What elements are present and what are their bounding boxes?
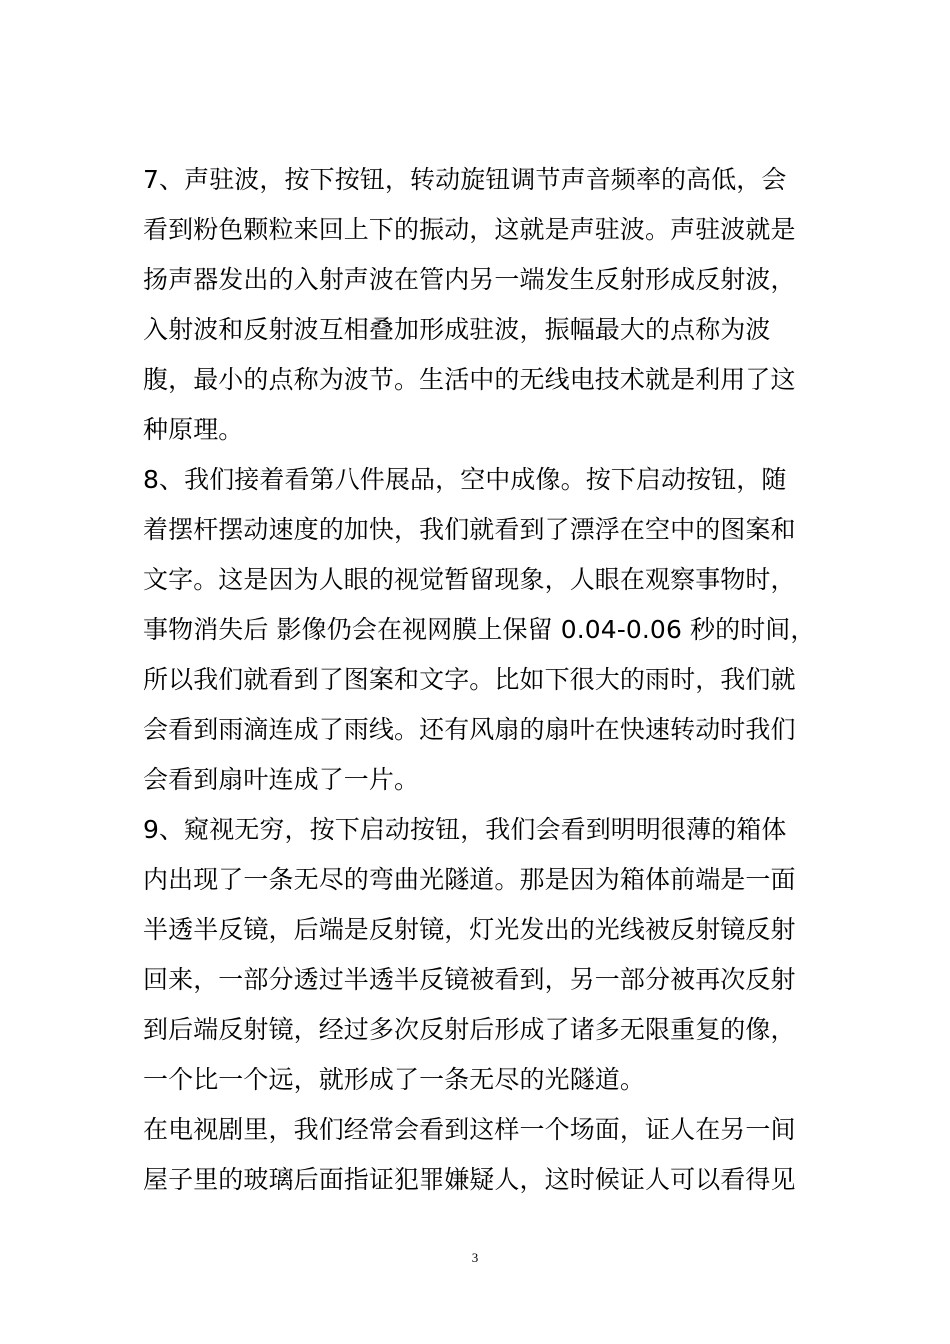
text-line: 腹，最小的点称为波节。生活中的无线电技术就是利用了这 bbox=[143, 365, 796, 394]
text-line: 会看到雨滴连成了雨线。还有风扇的扇叶在快速转动时我们 bbox=[143, 715, 796, 744]
text-line: 所以我们就看到了图案和文字。比如下很大的雨时，我们就 bbox=[143, 665, 796, 694]
text-line: 在电视剧里，我们经常会看到这样一个场面，证人在另一间 bbox=[143, 1115, 796, 1144]
text-line: 7、声驻波，按下按钮，转动旋钮调节声音频率的高低，会 bbox=[143, 165, 787, 194]
text-line: 到后端反射镜，经过多次反射后形成了诸多无限重复的像， bbox=[143, 1015, 796, 1044]
text-line: 8、我们接着看第八件展品，空中成像。按下启动按钮，随 bbox=[143, 465, 787, 494]
text-line: 一个比一个远，就形成了一条无尽的光隧道。 bbox=[143, 1065, 646, 1094]
text-line: 9、窥视无穷，按下启动按钮，我们会看到明明很薄的箱体 bbox=[143, 815, 787, 844]
text-line: 内出现了一条无尽的弯曲光隧道。那是因为箱体前端是一面 bbox=[143, 865, 796, 894]
text-line: 半透半反镜，后端是反射镜，灯光发出的光线被反射镜反射 bbox=[143, 915, 796, 944]
text-line: 种原理。 bbox=[143, 415, 244, 444]
text-line: 回来，一部分透过半透半反镜被看到，另一部分被再次反射 bbox=[143, 965, 796, 994]
text-line: 看到粉色颗粒来回上下的振动，这就是声驻波。声驻波就是 bbox=[143, 215, 796, 244]
text-line: 入射波和反射波互相叠加形成驻波，振幅最大的点称为波 bbox=[143, 315, 771, 344]
text-line: 着摆杆摆动速度的加快，我们就看到了漂浮在空中的图案和 bbox=[143, 515, 796, 544]
text-line: 屋子里的玻璃后面指证犯罪嫌疑人，这时候证人可以看得见 bbox=[143, 1165, 796, 1194]
text-line: 文字。这是因为人眼的视觉暂留现象，人眼在观察事物时， bbox=[143, 565, 796, 594]
body-text bbox=[143, 155, 843, 1205]
page-number: 3 bbox=[471, 1250, 479, 1265]
text-line: 会看到扇叶连成了一片。 bbox=[143, 765, 420, 794]
text-line: 扬声器发出的入射声波在管内另一端发生反射形成反射波， bbox=[143, 265, 796, 294]
text-line: 事物消失后 影像仍会在视网膜上保留 0.04-0.06 秒的时间， bbox=[143, 615, 816, 644]
